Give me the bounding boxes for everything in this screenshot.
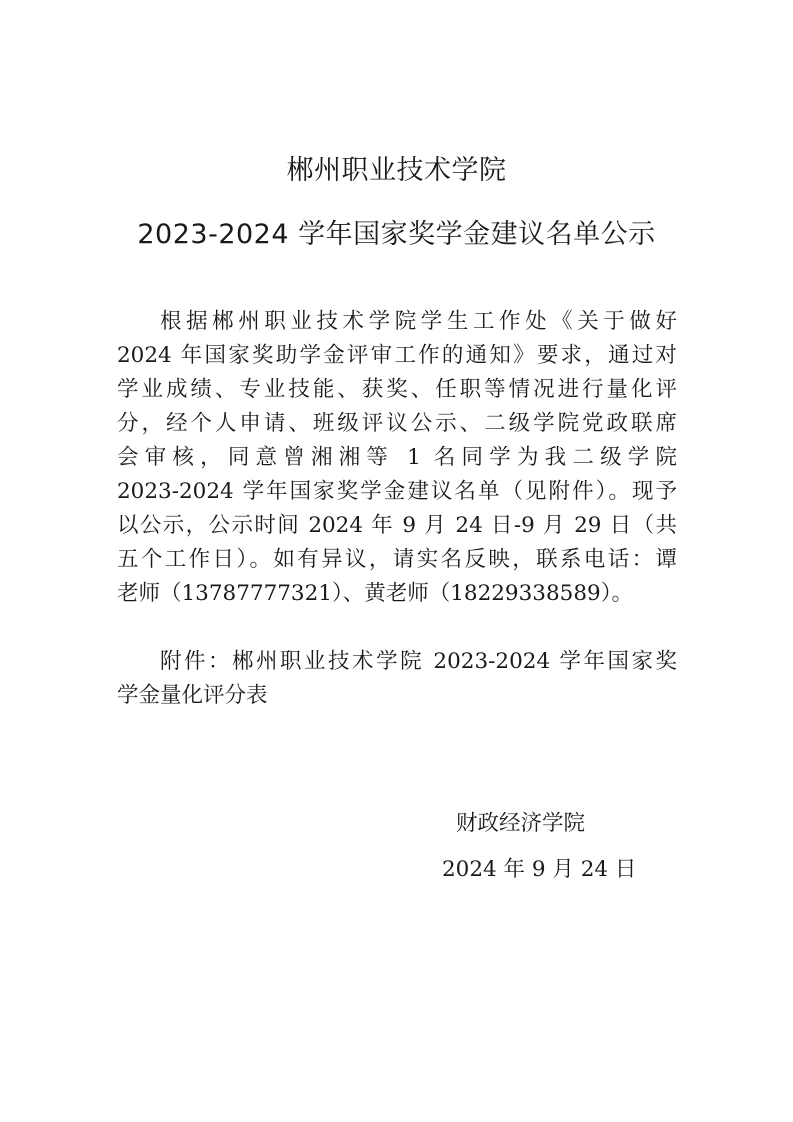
body-line: 分，经个人申请、班级评议公示、二级学院党政联席 [117, 411, 677, 436]
attachment-line: 学金量化评分表 [117, 683, 268, 708]
attachment-line: 附件：郴州职业技术学院 2023-2024 学年国家奖 [160, 649, 677, 674]
body-line: 会审核，同意曾湘湘等 1 名同学为我二级学院 [117, 445, 677, 470]
body-line: 根据郴州职业技术学院学生工作处《关于做好 [160, 309, 677, 334]
body-line: 五个工作日）。如有异议，请实名反映，联系电话：谭 [117, 547, 677, 572]
document-title: 郴州职业技术学院 [286, 155, 507, 186]
body-line: 2024 年国家奖助学金评审工作的通知》要求，通过对 [117, 343, 677, 368]
signature-organization: 财政经济学院 [456, 811, 586, 836]
body-line: 以公示，公示时间 2024 年 9 月 24 日-9 月 29 日（共 [117, 513, 677, 538]
signature-date: 2024 年 9 月 24 日 [442, 857, 637, 882]
body-line: 老师（13787777321）、黄老师（18229338589）。 [117, 581, 633, 606]
body-line: 2023-2024 学年国家奖学金建议名单（见附件）。现予 [117, 479, 677, 504]
document-subtitle: 2023-2024 学年国家奖学金建议名单公示 [137, 219, 656, 250]
body-line: 学业成绩、专业技能、获奖、任职等情况进行量化评 [117, 377, 677, 402]
